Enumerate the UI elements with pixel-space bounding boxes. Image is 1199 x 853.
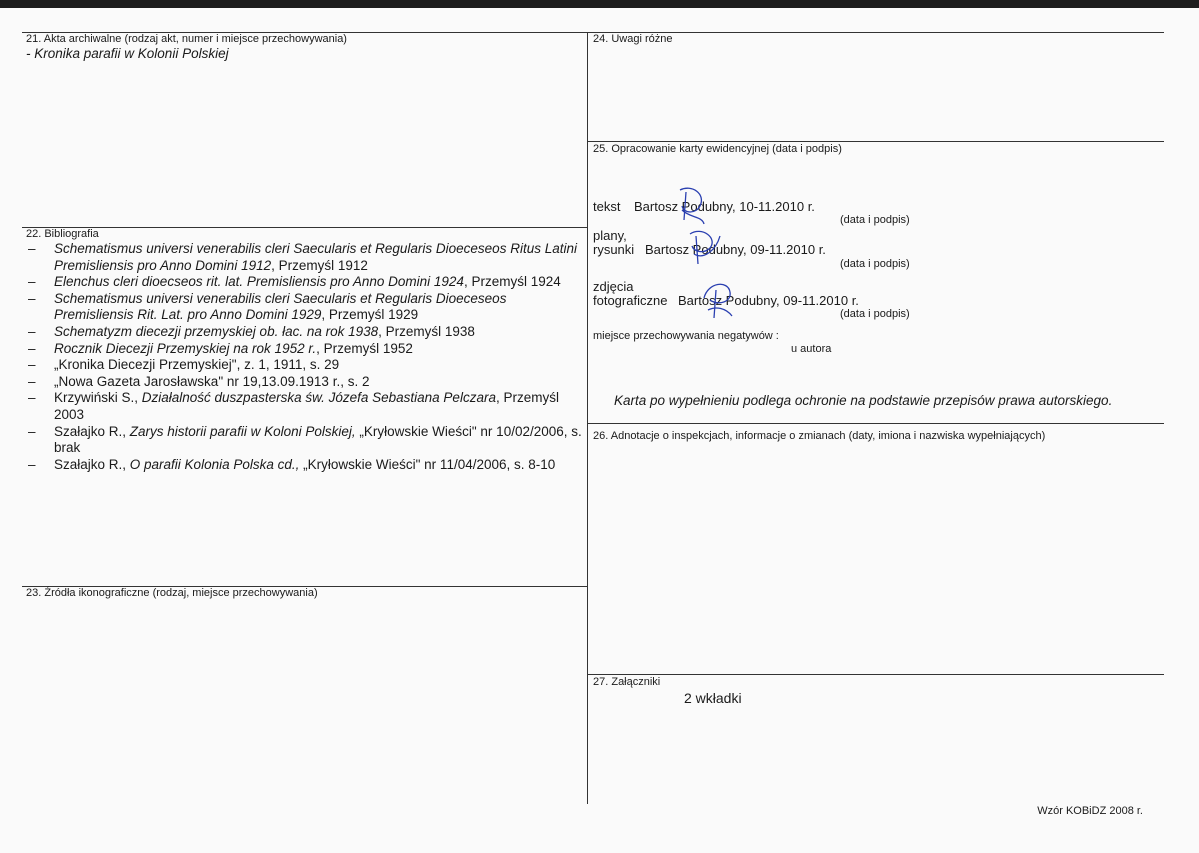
bibliography-item	[28, 424, 588, 457]
bullet-dash: –	[28, 373, 36, 389]
foto-data-podpis: (data i podpis)	[840, 308, 910, 320]
bibliography-item	[28, 274, 588, 291]
bibliography-item	[28, 241, 588, 274]
rule-27	[587, 674, 1164, 675]
section-21-item: - Kronika parafii w Kolonii Polskiej	[26, 46, 229, 61]
section-25-label: 25. Opracowanie karty ewidencyjnej (data i podpis)	[593, 143, 842, 155]
bullet-dash: –	[28, 290, 36, 306]
bullet-dash: –	[28, 456, 36, 472]
bibliography-title: Elenchus cleri dioecseos rit. lat. Premisliensis pro Anno Domini 1924	[54, 274, 464, 290]
bibliography-text: , Przemyśl 1924	[463, 274, 561, 290]
bibliography-title: O parafii Kolonia Polska cd.,	[129, 456, 300, 472]
form-template-footer: Wzór KOBiDZ 2008 r.	[1037, 805, 1143, 817]
bibliography-text: , Przemyśl 2003	[54, 390, 559, 422]
bibliography-text: „Kryłowskie Wieści" nr 11/04/2006, s. 8-10	[299, 456, 556, 472]
rysunki-key: rysunki	[593, 242, 635, 257]
rule-25	[587, 141, 1164, 142]
bibliography-item	[28, 341, 588, 358]
bibliography-text: „Kryłowskie Wieści" nr 10/02/2006, s. brak	[54, 423, 582, 456]
bullet-dash: –	[28, 340, 36, 356]
tekst-value: Bartosz Podubny, 10-11.2010 r.	[634, 199, 815, 214]
section-24-label: 24. Uwagi różne	[593, 33, 673, 45]
bullet-dash: –	[28, 357, 36, 373]
bibliography-text: „Nowa Gazeta Jarosławska" nr 19,13.09.1913 r., s. 2	[54, 373, 370, 389]
bullet-dash: –	[28, 274, 36, 290]
plany-key: plany,	[593, 228, 627, 243]
section-26-label: 26. Adnotacje o inspekcjach, informacje o zmianach (daty, imiona i nazwiska wypełniających)	[593, 430, 1046, 442]
bibliography-title: Rocznik Diecezji Przemyskiej na rok 1952 r.	[54, 340, 317, 356]
negatywy-label: miejsce przechowywania negatywów :	[593, 330, 779, 342]
copyright-note: Karta po wypełnieniu podlega ochronie na podstawie przepisów prawa autorskiego.	[614, 393, 1113, 408]
section-22-label: 22. Bibliografia	[26, 228, 99, 240]
tekst-key: tekst	[593, 199, 621, 214]
bibliography-item	[28, 357, 588, 374]
signature-rysunki	[684, 228, 724, 268]
rysunki-value: Bartosz Podubny, 09-11.2010 r.	[645, 242, 826, 257]
zdjecia-key: zdjęcia	[593, 279, 634, 294]
bullet-dash: –	[28, 323, 36, 339]
bibliography-title: Schematyzm diecezji przemyskiej ob. łac. na rok 1938	[54, 323, 379, 339]
bibliography-item	[28, 324, 588, 341]
rule-26	[587, 423, 1164, 424]
bibliography-text: Szałajko R.,	[54, 456, 130, 472]
bibliography-text: , Przemyśl 1912	[271, 257, 368, 273]
section-27-label: 27. Załączniki	[593, 676, 661, 688]
bibliography-text: , Przemyśl 1938	[378, 323, 475, 339]
bibliography-item	[28, 374, 588, 391]
bibliography-title: Schematismus universi venerabilis cleri Saecularis et Regularis Dioeceseos Ritus Latini Premisliensis pro Anno Domini 1912	[54, 241, 577, 273]
signature-foto	[700, 280, 740, 320]
bibliography-title: Działalność duszpasterska św. Józefa Sebastiana Pelczara	[141, 390, 496, 406]
negatywy-value: u autora	[791, 343, 832, 355]
bibliography-item	[28, 390, 588, 423]
section-21-label: 21. Akta archiwalne (rodzaj akt, numer i miejsce przechowywania)	[26, 33, 347, 45]
bibliography-item	[28, 291, 588, 324]
scan-top-edge	[0, 0, 1199, 8]
bibliography-text: , Przemyśl 1952	[316, 340, 413, 356]
bibliography-text: Krzywiński S.,	[54, 390, 142, 406]
section-23-label: 23. Źródła ikonograficzne (rodzaj, miejsce przechowywania)	[26, 587, 318, 599]
bibliography-title: Zarys historii parafii w Koloni Polskiej,	[129, 423, 356, 439]
tekst-data-podpis: (data i podpis)	[840, 214, 910, 226]
bibliography-item	[28, 457, 588, 474]
bibliography-text: Szałajko R.,	[54, 423, 130, 439]
signature-tekst	[672, 186, 712, 226]
bibliography-text: , Przemyśl 1929	[321, 307, 419, 323]
bullet-dash: –	[28, 423, 36, 439]
fotograficzne-key: fotograficzne	[593, 293, 668, 308]
rule-22	[22, 227, 587, 228]
bibliography-list	[28, 241, 588, 473]
bullet-dash: –	[28, 241, 36, 256]
rysunki-data-podpis: (data i podpis)	[840, 258, 910, 270]
bibliography-text: „Kronika Diecezji Przemyskiej", z. 1, 1911, s. 29	[54, 357, 340, 373]
bibliography-title: Schematismus universi venerabilis cleri Saecularis et Regularis Dioeceseos Premisliensis Rit. Lat. pro Anno Domini 1929	[54, 290, 507, 323]
foto-value: Bartosz Podubny, 09-11.2010 r.	[678, 293, 859, 308]
section-27-value: 2 wkładki	[684, 690, 742, 706]
bullet-dash: –	[28, 390, 36, 406]
